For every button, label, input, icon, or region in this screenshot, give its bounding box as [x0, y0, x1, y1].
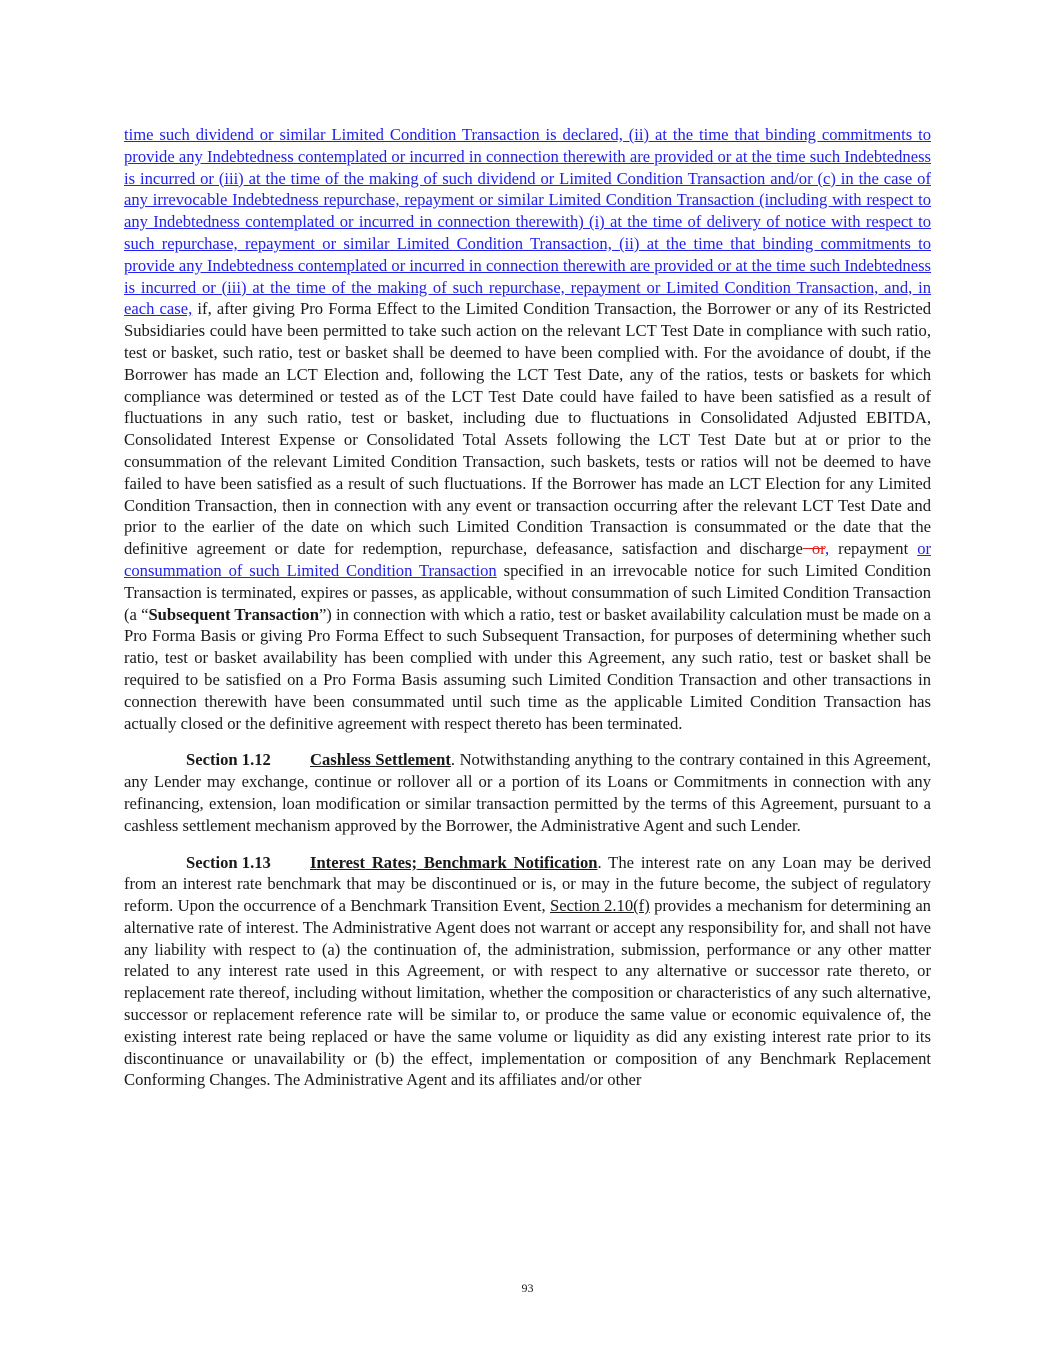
body-text: repayment: [829, 539, 918, 559]
section-reference: Section 2.10(f): [550, 896, 650, 916]
section-1-13: [124, 852, 931, 1092]
section-body: . The interest rate on any Loan may be derived from an interest rate benchmark that may be discontinued or is, or may in the future become, the subject of regulatory reform. Upon the occurrence of a Benchmark Transition Event,: [124, 852, 932, 916]
section-title: Interest Rates; Benchmark Notification: [310, 852, 598, 872]
defined-term: Subsequent Transaction: [148, 604, 319, 624]
body-text: if, after giving Pro Forma Effect to the Limited Condition Transaction, the Borrower or any of its Restricted Subsidiaries could have been permitted to take such action on the relevant LCT Test Date in compliance with such ratio, test or basket, such ratio, test or basket shall be deemed to have been complied with. For the avoidance of doubt, if the Borrower has made an LCT Election and, following the LCT Test Date, any of the ratios, tests or baskets for which compliance was determined or tested as of the LCT Test Date could have failed to have been satisfied as a result of fluctuations in any such ratio, test or basket, including due to fluctuations in Consolidated Adjusted EBITDA, Consolidated Interest Expense or Consolidated Total Assets following the LCT Test Date but at or prior to the consummation of the relevant Limited Condition Transaction, such baskets, tests or ratios will not be deemed to have failed to have been satisfied as a result of such fluctuations. If the Borrower has made an LCT Election for any Limited Condition Transaction, then in connection with any event or transaction occurring after the relevant LCT Test Date and prior to the earlier of the date on which such Limited Condition Transaction is consummated or the date that the definitive agreement or date for redemption, repurchase, defeasance, satisfaction and discharge: [124, 299, 931, 559]
section-1-12: [124, 749, 931, 836]
body-text: specified in an irrevocable notice for such Limited Condition Transaction is terminated, expires or passes, as applicable, without consummation of such Limited Condition Transaction (a “: [124, 560, 931, 624]
deleted-text: or: [802, 539, 826, 559]
inserted-text: or consummation of such Limited Condition Transaction: [124, 539, 932, 580]
paragraph-lct: [124, 124, 931, 734]
section-body: provides a mechanism for determining an alternative rate of interest. The Administrative Agent does not warrant or accept any responsibility for, and shall not have any liability with respect to (a) the continuation of, the administration, submission, performance or any other matter related to any interest rate used in this Agreement, or with respect to any alternative or successor rate thereto, or replacement rate thereof, including without limitation, whether the composition or characteristics of any such alternative, successor or replacement reference rate will be similar to, or produce the same value or economic equivalence of, the existing interest rate being replaced or have the same volume or liquidity as did any existing interest rate prior to its discontinuance or unavailability or (b) the effect, implementation or composition of any Benchmark Replacement Conforming Changes. The Administrative Agent and its affiliates and/or other: [124, 896, 931, 1090]
inserted-text: ,: [825, 539, 830, 559]
section-number: Section 1.13: [186, 852, 271, 872]
page-number: 93: [521, 1281, 534, 1295]
section-number: Section 1.12: [186, 750, 271, 770]
section-body: . Notwithstanding anything to the contrary contained in this Agreement, any Lender may exchange, continue or rollover all or a portion of its Loans or Commitments in connection with any refinancing, extension, loan modification or similar transaction permitted by the terms of this Agreement, pursuant to a cashless settlement mechanism approved by the Borrower, the Administrative Agent and such Lender.: [124, 750, 931, 835]
body-text: ”) in connection with which a ratio, test or basket availability calculation must be made on a Pro Forma Basis or giving Pro Forma Effect to such Subsequent Transaction, for purposes of determining whether such ratio, test or basket availability has been complied with under this Agreement, any such ratio, test or basket shall be required to be satisfied on a Pro Forma Basis assuming such Limited Condition Transaction and other transactions in connection therewith have been consummated until such time as the applicable Limited Condition Transaction has actually closed or the definitive agreement with respect thereto has been terminated.: [124, 604, 931, 733]
document-page: [124, 124, 931, 1091]
section-title: Cashless Settlement: [310, 750, 451, 770]
inserted-text: time such dividend or similar Limited Condition Transaction is declared, (ii) at the time that binding commitments to provide any Indebtedness contemplated or incurred in connection therewith are provided or at the time such Indebtedness is incurred or (iii) at the time of the making of such dividend or Limited Condition Transaction and/or (c) in the case of any irrevocable Indebtedness repurchase, repayment or similar Limited Condition Transaction (including with respect to any Indebtedness contemplated or incurred in connection therewith) (i) at the time of delivery of notice with respect to such repurchase, repayment or similar Limited Condition Transaction, (ii) at the time that binding commitments to provide any Indebtedness contemplated or incurred in connection therewith are provided or at the time such Indebtedness is incurred or (iii) at the time of the making of such repurchase, repayment or Limited Condition Transaction, and, in each case,: [124, 125, 931, 319]
